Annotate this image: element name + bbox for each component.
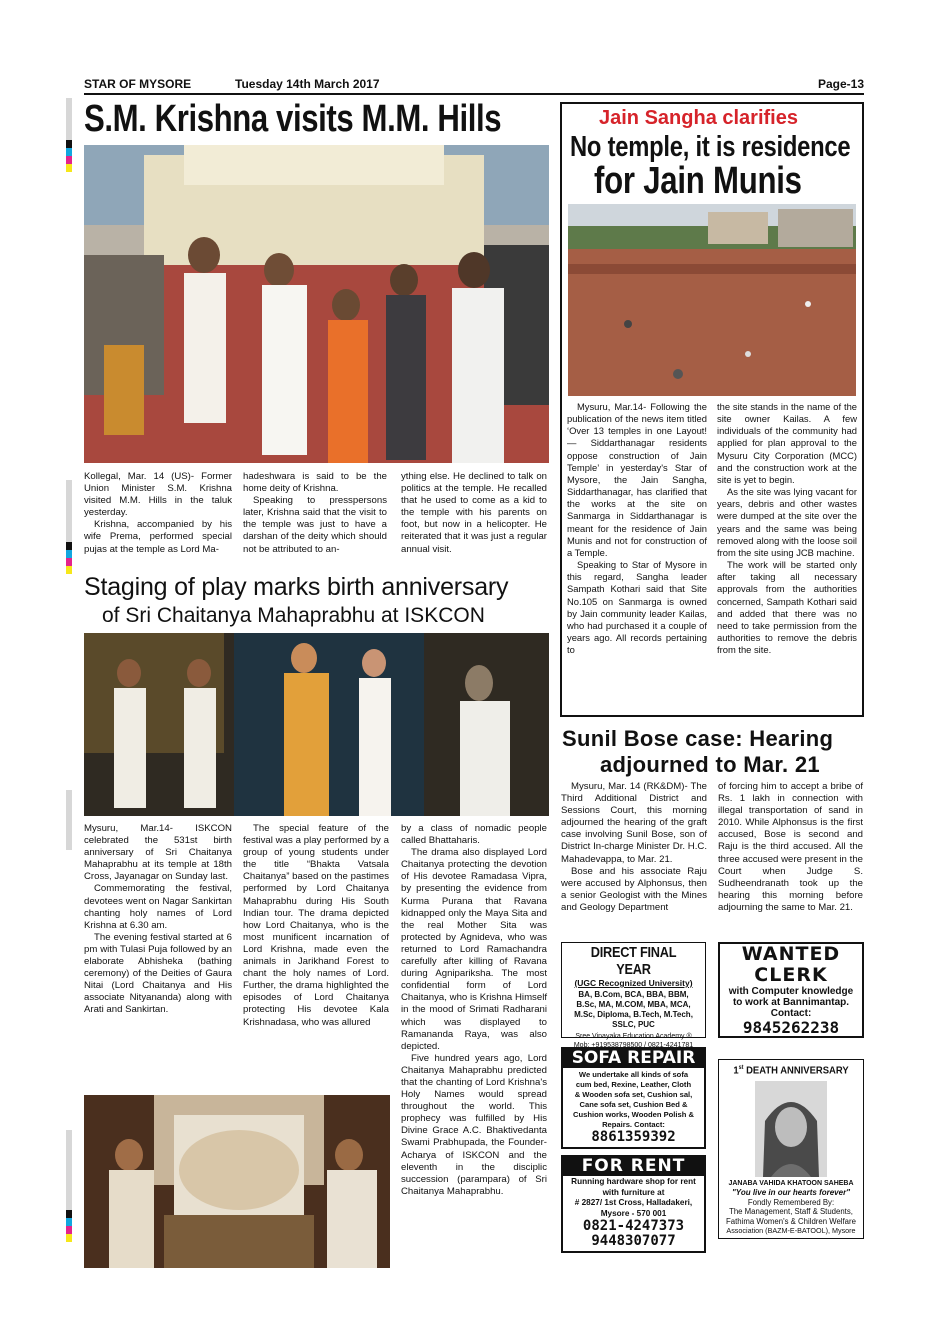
memorial-quote: "You live in our hearts forever" [732,1187,850,1197]
paragraph: Mysuru, Mar. 14 (RK&DM)- The Third Additional District and Sessions Court, this morning adjourned the hearing of the graft case involving Sunil Bose, son of District In-charge Minister Dr. H.C. Mahadevappa, to Mar. 21. [561,781,707,865]
story3-col1 [567,401,707,656]
story4-headline-line1: Sunil Bose case: Hearing [562,726,834,751]
story2-col1 [84,823,232,1017]
paragraph: Five hundred years ago, Lord Chaitanya Mahaprabhu predicted that the chanting of Lord Krishna's Holy Names would spread throughout the world. This prophecy was fulfilled by His Divine Grace A.C. Bhaktivedanta Swami Prabhupada, the Founder-Acharya of ISKCON and the eleventh in the disciplic succession (parampara) of Sri Chaitanya Mahaprabhu. [401,1052,547,1197]
story1-col3 [401,471,547,556]
paragraph: As the site was lying vacant for years, debris and other wastes were dumped at the site over the years and the same was being removed along with the loose soil from the site using JCB machine. [717,486,857,558]
ad-death-anniversary [718,1059,864,1239]
paragraph: Bose and his associate Raju were accused by Alphonsus, then a senior Geologist with the Mines and Geology Department [561,865,707,913]
story4-headline-line2: adjourned to Mar. 21 [600,752,820,777]
ad-text: We undertake all kinds of sofa [578,1070,689,1079]
ad-phone: 9448307077 [591,1233,676,1249]
paragraph: Kollegal, Mar. 14 (US)- Former Union Minister S.M. Krishna visited M.M. Hills in the taluk yesterday. [84,471,232,519]
ad-text: Fondly Remembered By: [747,1197,835,1207]
cmyk-mark [66,542,72,574]
ad-text: Cane sofa set, Cushion Bed & [579,1100,688,1109]
photo-krishna-visit [84,145,549,463]
ad-text: Fathima Women's & Children Welfare [726,1216,856,1226]
photo-iskcon-abhisheka [84,1095,390,1268]
ad-text: B.Sc, MA, M.COM, MBA, MCA, [576,1000,691,1009]
paragraph: Speaking to presspersons later, Krishna said that the visit to the temple was just to have a darshan of the deity which should not be attributed to an- [243,495,387,555]
paragraph: the site stands in the name of the site owner Kailas. A few individuals of the community had applied for plan approval to the Mysuru City Corporation (MCC) and the construction work at the site is yet to begin. [717,401,857,485]
story3-col2 [717,401,857,656]
ad-text: The Management, Staff & Students, [729,1207,853,1216]
story2-headline-line2: of Sri Chaitanya Mahaprabhu at ISKCON [102,604,485,627]
story3-headline-line1: No temple, it is residence [570,131,851,163]
ad-text: with furniture at [602,1187,665,1197]
page-number: Page-13 [817,77,864,91]
ad-title: WANTED [741,943,841,965]
paragraph: Mysuru, Mar.14- ISKCON celebrated the 531st birth anniversary of Sri Chaitanya Mahaprabhu at its temple at 18th Cross, Jayanagar on Sunday last. [84,823,232,883]
story3-headline-line2: for Jain Munis [594,160,802,202]
ad-subtitle: (UGC Recognized University) [574,978,693,988]
ad-phone: 8861359392 [591,1129,676,1145]
paragraph: hadeshwara is said to be the home deity of Krishna. [243,471,387,495]
ad-text: M.Sc, Diploma, B.Tech, M.Tech, [574,1010,693,1019]
story4-col1 [561,781,707,914]
ad-text: Running hardware shop for rent [571,1177,696,1186]
story2-col2 [243,823,389,1029]
registration-rail [66,98,72,140]
ad-text: SSLC, PUC [612,1020,655,1029]
cmyk-mark [66,1210,72,1242]
paper-name: STAR OF MYSORE [84,77,192,91]
ad-phone: 9845262238 [742,1018,840,1037]
deceased-name: JANABA VAHIDA KHATOON SAHEBA [728,1179,854,1187]
registration-rail [66,790,72,850]
registration-rail [66,1130,72,1210]
registration-rail [66,480,72,542]
ad-text: # 2827/ 1st Cross, Halladakeri, [574,1198,693,1207]
ad-title: SOFA REPAIR [563,1049,704,1068]
portrait-photo [755,1081,827,1177]
ad-text: Sree Vinayaka Education Academy ® [575,1033,692,1040]
ad-title: CLERK [754,964,828,986]
photo-iskcon-play [84,633,549,816]
ad-title: DIRECT FINAL YEAR [590,944,677,978]
ad-text: Cushion works, Wooden Polish & [573,1110,694,1119]
ad-contact: Mob: +919538798500 / 0821-4241781 [573,1042,694,1049]
ad-title: FOR RENT [563,1157,704,1176]
ad-direct-final-year [561,942,706,1049]
paragraph: by a class of nomadic people called Bhattaharis. [401,823,547,847]
story2-headline-line1: Staging of play marks birth anniversary [84,573,509,601]
paragraph: of forcing him to accept a bribe of Rs. 1 lakh in connection with illegal transportation of sand in 2010. While Alphonsus is the first accused, Bose is second and Raju is the third accused. All the three accused were present in the Court when Judge S. Sudheendranath took up the hearing this morning before adjourning the same to Mar. 21. [718,781,863,913]
paragraph: The work will be started only after taking all necessary approvals from the authorities concerned, Sampath Kothari said and added that there was no need to take permission from the authorities to remove the debris from the site. [717,559,857,656]
story1-col1 [84,471,232,556]
story4-col2 [718,781,863,914]
ad-text: Mysore - 570 001 [600,1208,667,1218]
story2-col3 [401,823,547,1198]
paragraph: The evening festival started at 6 pm with Tulasi Puja followed by an elaborate Abhisheka (bathing ceremony) of the Deities of Gaura Nitai (Lord Chaitanya and His associate Nityananda) along with Arati and Sankirtan. [84,931,232,1016]
header-rule [84,93,864,95]
paragraph: Mysuru, Mar.14- Following the publication of the news item titled ‘Over 13 temples in one Layout! — Siddarthanagar residents oppose construction of Jain Temple’ in yesterday's Star of Mysore, the Jain Sangha, Siddarthanagar, has clarified that the works at the site on Sanmarga in Siddarthanagar is meant for the residence of Jain Munis and not for construction of a Temple. [567,401,707,558]
ad-sofa-repair [561,1047,706,1149]
ad-text: Contact: [770,1008,812,1019]
issue-date: Tuesday 14th March 2017 [235,77,380,91]
ad-for-rent [561,1155,706,1253]
ad-text: BA, B.Com, BCA, BBA, BBM, [578,990,689,999]
paragraph: ything else. He declined to talk on politics at the temple. He recalled that he used to come as a kid to the temple with his parents on foot, but now in a helicopter. He reiterated that it was just a regular annual visit. [401,471,547,555]
ad-text: cum bed, Rexine, Leather, Cloth [575,1080,692,1089]
paragraph: The special feature of the festival was a play performed by a group of young students under the title “Bhakta Vatsala Chaitanya” based on the pastimes performed by Lord Chaitanya Mahaprabhu during His South Indian tour. The drama depicted how Lord Chaitanya, who is the most munificent incarnation of Lord Krishna, made even the animals in Jarikhand Forest to chant the holy names of Lord. Further, the drama highlighted the episodes of Lord Chaitanya protecting His devotee Kala Krishnadasa, who was allured [243,823,389,1028]
paragraph: Speaking to Star of Mysore in this regard, Sangha leader Sampath Kothari said that Site No.105 on Sanmarga is owned by Jain community leader Kailas, who had purchased it a couple of years ago. All records pertaining to [567,559,707,656]
paragraph: Commemorating the festival, devotees went on Nagar Sankirtan chanting holy names of Lord Krishna at 6.30 am. [84,883,232,931]
ad-text: to work at Bannimantap. [732,997,850,1008]
ad-text: with Computer knowledge [728,986,854,997]
ad-phone: 0821-4247373 [582,1218,685,1234]
ad-text: Repairs. Contact: [602,1120,665,1129]
ad-wanted-clerk [718,942,864,1038]
ad-title: 1st DEATH ANNIVERSARY [733,1064,849,1077]
story1-col2 [243,471,387,556]
cmyk-mark [66,140,72,172]
ad-text: & Wooden sofa set, Cushion sal, [574,1090,693,1099]
page-header [84,76,864,94]
story1-headline: S.M. Krishna visits M.M. Hills [84,98,502,140]
paragraph: The drama also displayed Lord Chaitanya protecting the devotion of His devotee Ramadasa Vipra, by presenting the evidence from Kurma Purana that Ravana kidnapped only the Maya Sita and the real Mother Sita was protected by Agnideva, who was returned to Lord Ramachandra carefully after killing of Ravana during Agnipariksha. The most confidential form of Lord Chaitanya, who is Krishna Himself in the mood of Srimati Radharani which was displayed to Ramananda Raya, was also depicted. [401,847,547,1052]
story3-kicker: Jain Sangha clarifies [599,107,798,129]
photo-jain-site [568,204,856,396]
ad-text: Association (BAZM-E-BATOOL), Mysore [726,1226,856,1235]
paragraph: Krishna, accompanied by his wife Prema, performed special pujas at the temple as Lord Ma- [84,519,232,555]
